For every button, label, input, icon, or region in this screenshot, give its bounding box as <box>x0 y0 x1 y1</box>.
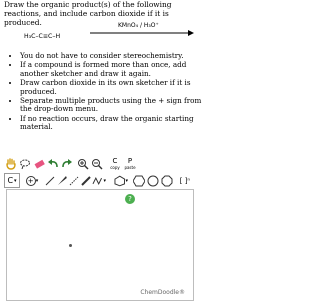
bold-bond-icon[interactable] <box>80 173 92 188</box>
bracket-label: [ ]ⁿ <box>179 176 191 185</box>
chemdoodle-logo: ChemDoodle® <box>140 289 185 296</box>
question-text: Draw the organic product(s) of the following reactions, and include carbon dioxide if it is produced. <box>4 0 172 27</box>
chevron-down-icon: ▾ <box>14 177 17 184</box>
paste-sub: paste <box>124 164 136 170</box>
hand-tool-icon[interactable] <box>4 156 18 171</box>
bracket-tool[interactable] <box>176 173 194 188</box>
hexagon-icon[interactable] <box>132 173 146 188</box>
toolbar-top <box>4 156 196 171</box>
circle-ring-icon[interactable] <box>146 173 160 188</box>
single-bond-icon[interactable] <box>44 173 56 188</box>
instruction-item: • If a compound is formed more than once, add another sketcher and draw it again. <box>20 61 208 78</box>
toolbar-bottom <box>4 173 196 188</box>
octagon-icon[interactable] <box>160 173 174 188</box>
instruction-item: • You do not have to consider stereochemistry. <box>20 52 208 61</box>
sketcher-canvas[interactable] <box>6 189 194 301</box>
copy-button[interactable] <box>108 156 122 171</box>
zoom-in-icon[interactable] <box>76 156 90 171</box>
reaction-scheme <box>12 22 196 44</box>
chain-tool-icon[interactable]: ▾ <box>92 173 106 188</box>
zoom-out-icon[interactable] <box>90 156 104 171</box>
lasso-icon[interactable] <box>18 156 32 171</box>
instruction-item: • If no reaction occurs, draw the organic starting material. <box>20 115 208 132</box>
charge-tool-icon[interactable]: + ▾ <box>24 173 40 188</box>
wedge-bond-icon[interactable] <box>56 173 68 188</box>
undo-icon[interactable] <box>46 156 60 171</box>
reactant-formula: H₃C–C≡C–H <box>24 33 61 40</box>
instructions-list <box>6 52 208 132</box>
redo-icon[interactable] <box>60 156 74 171</box>
element-select-label: C <box>7 176 14 185</box>
ring-tool-icon[interactable]: ▾ <box>114 173 128 188</box>
instruction-item: • Separate multiple products using the + sign from the drop-down menu. <box>20 97 208 114</box>
dash-bond-icon[interactable] <box>68 173 80 188</box>
eraser-icon[interactable] <box>32 156 46 171</box>
help-icon[interactable]: ? <box>125 194 135 204</box>
element-select[interactable] <box>4 173 20 188</box>
paste-button[interactable] <box>122 156 138 171</box>
copy-sub: copy <box>110 164 120 170</box>
reaction-arrow <box>90 30 194 36</box>
atom-dot <box>69 244 72 247</box>
instruction-item: • Draw carbon dioxide in its own sketcher if it is produced. <box>20 79 208 96</box>
reagent-label: KMnO₄ / H₃O⁺ <box>118 22 159 29</box>
copy-label: C <box>112 156 118 165</box>
paste-label: P <box>127 156 133 165</box>
